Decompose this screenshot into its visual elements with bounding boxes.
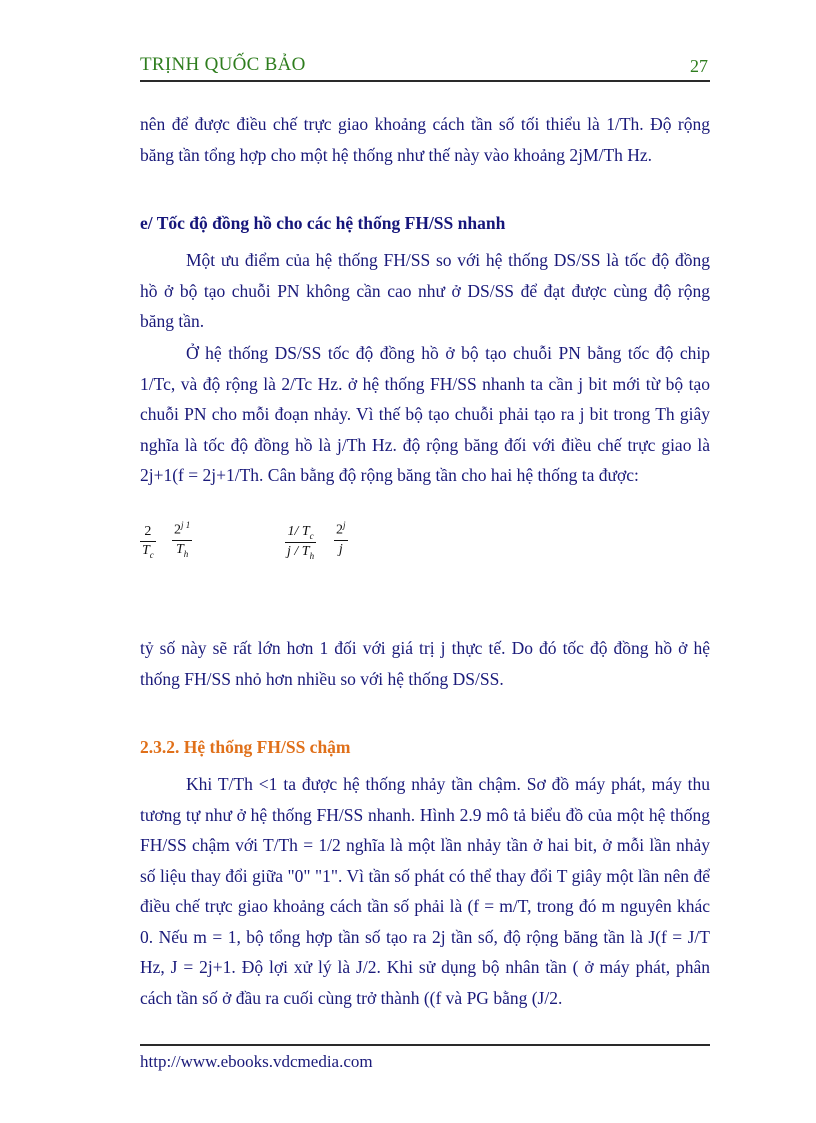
fraction-denominator: $T_h$ bbox=[175, 541, 189, 559]
fraction-2j-over-j bbox=[334, 520, 348, 558]
paragraph-5-text: Khi T/Th <1 ta được hệ thống nhảy tần chậm. Sơ đồ máy phát, máy thu tương tự như ở hệ thống FH/SS nhanh. Hình 2.9 mô tả biểu đồ của một hệ thống FH/SS chậm với T/Th = 1/2 nghĩa là một lần nhảy tần ở hai bit, ở mỗi lần nhảy số liệu thay đổi giữa "0" "1". Vì tần số phát có thể thay đổi T giây một lần nên để điều chế trực giao khoảng cách tần số phải là (f = m/T, trong đó m nguyên khác 0. Nếu m = 1, bộ tổng hợp tần số tạo ra 2j tần số, độ rộng băng tần là J(f = J/T Hz, J = 2j+1. Độ lợi xử lý là J/2. Khi sử dụng bộ nhân tần ( ở máy phát, phân cách tần số ở đầu ra cuối cùng trở thành ((f và PG bằng (J/2. bbox=[140, 774, 710, 1008]
page-number: 27 bbox=[690, 56, 708, 76]
header-rule bbox=[140, 80, 710, 82]
paragraph-2 bbox=[140, 245, 710, 337]
fraction-bar bbox=[285, 542, 316, 543]
subheading-clock-rate: e/ Tốc độ đồng hồ cho các hệ thống FH/SS nhanh bbox=[140, 213, 506, 233]
fraction-numerator: $2^{j 1}$ bbox=[174, 520, 191, 538]
fraction-denominator: $T_c$ bbox=[142, 543, 154, 560]
section-heading: 2.3.2. Hệ thống FH/SS chậm bbox=[140, 737, 351, 757]
paragraph-4-text: tỷ số này sẽ rất lớn hơn 1 đối với giá trị j thực tế. Do đó tốc độ đồng hồ ở hệ thống FH/SS nhỏ hơn nhiều so với hệ thống DS/SS. bbox=[140, 638, 710, 689]
fraction-1tc-over-jth bbox=[285, 524, 316, 561]
fraction-bar bbox=[334, 540, 348, 541]
fraction-numerator: 2 bbox=[144, 524, 152, 539]
paragraph-3 bbox=[140, 338, 710, 491]
paragraph-2-text: Một ưu điểm của hệ thống FH/SS so với hệ thống DS/SS là tốc độ đồng hồ ở bộ tạo chuỗi PN không cần cao như ở DS/SS để đạt được cùng độ rộng băng tần. bbox=[140, 250, 710, 331]
paragraph-5 bbox=[140, 769, 710, 1013]
fraction-bar bbox=[140, 541, 156, 542]
fraction-numerator: 2$^j$ bbox=[336, 520, 346, 538]
footer-url: http://www.ebooks.vdcmedia.com bbox=[140, 1052, 373, 1071]
footer-rule bbox=[140, 1044, 710, 1046]
fraction-denominator: j / $T_h$ bbox=[287, 543, 315, 561]
paragraph-4 bbox=[140, 633, 710, 694]
fraction-denominator: j bbox=[338, 541, 343, 557]
header-author: TRỊNH QUỐC BẢO bbox=[140, 54, 306, 75]
paragraph-1 bbox=[140, 109, 710, 170]
paragraph-1-text: nên để được điều chế trực giao khoảng cách tần số tối thiểu là 1/Th. Độ rộng băng tần tổng hợp cho một hệ thống như thế này vào khoảng 2jM/Th Hz. bbox=[140, 114, 710, 165]
fraction-bar bbox=[172, 540, 192, 541]
fraction-2-over-tc bbox=[140, 524, 156, 560]
fraction-numerator: 1/ $T_c$ bbox=[287, 524, 314, 541]
paragraph-3-text: Ở hệ thống DS/SS tốc độ đồng hồ ở bộ tạo chuỗi PN bằng tốc độ chip 1/Tc, và độ rộng là 2/Tc Hz. ở hệ thống FH/SS nhanh ta cần j bit mới từ bộ tạo chuỗi PN cho mỗi đoạn nhảy. Vì thế bộ tạo chuỗi phải tạo ra j bit trong Th giây nghĩa là tốc độ đồng hồ là j/Th Hz. độ rộng băng đối với điều chế trực giao là 2j+1(f = 2j+1/Th. Cân bằng độ rộng băng tần cho hai hệ thống ta được: bbox=[140, 343, 710, 485]
fraction-2j1-over-th bbox=[172, 520, 192, 558]
